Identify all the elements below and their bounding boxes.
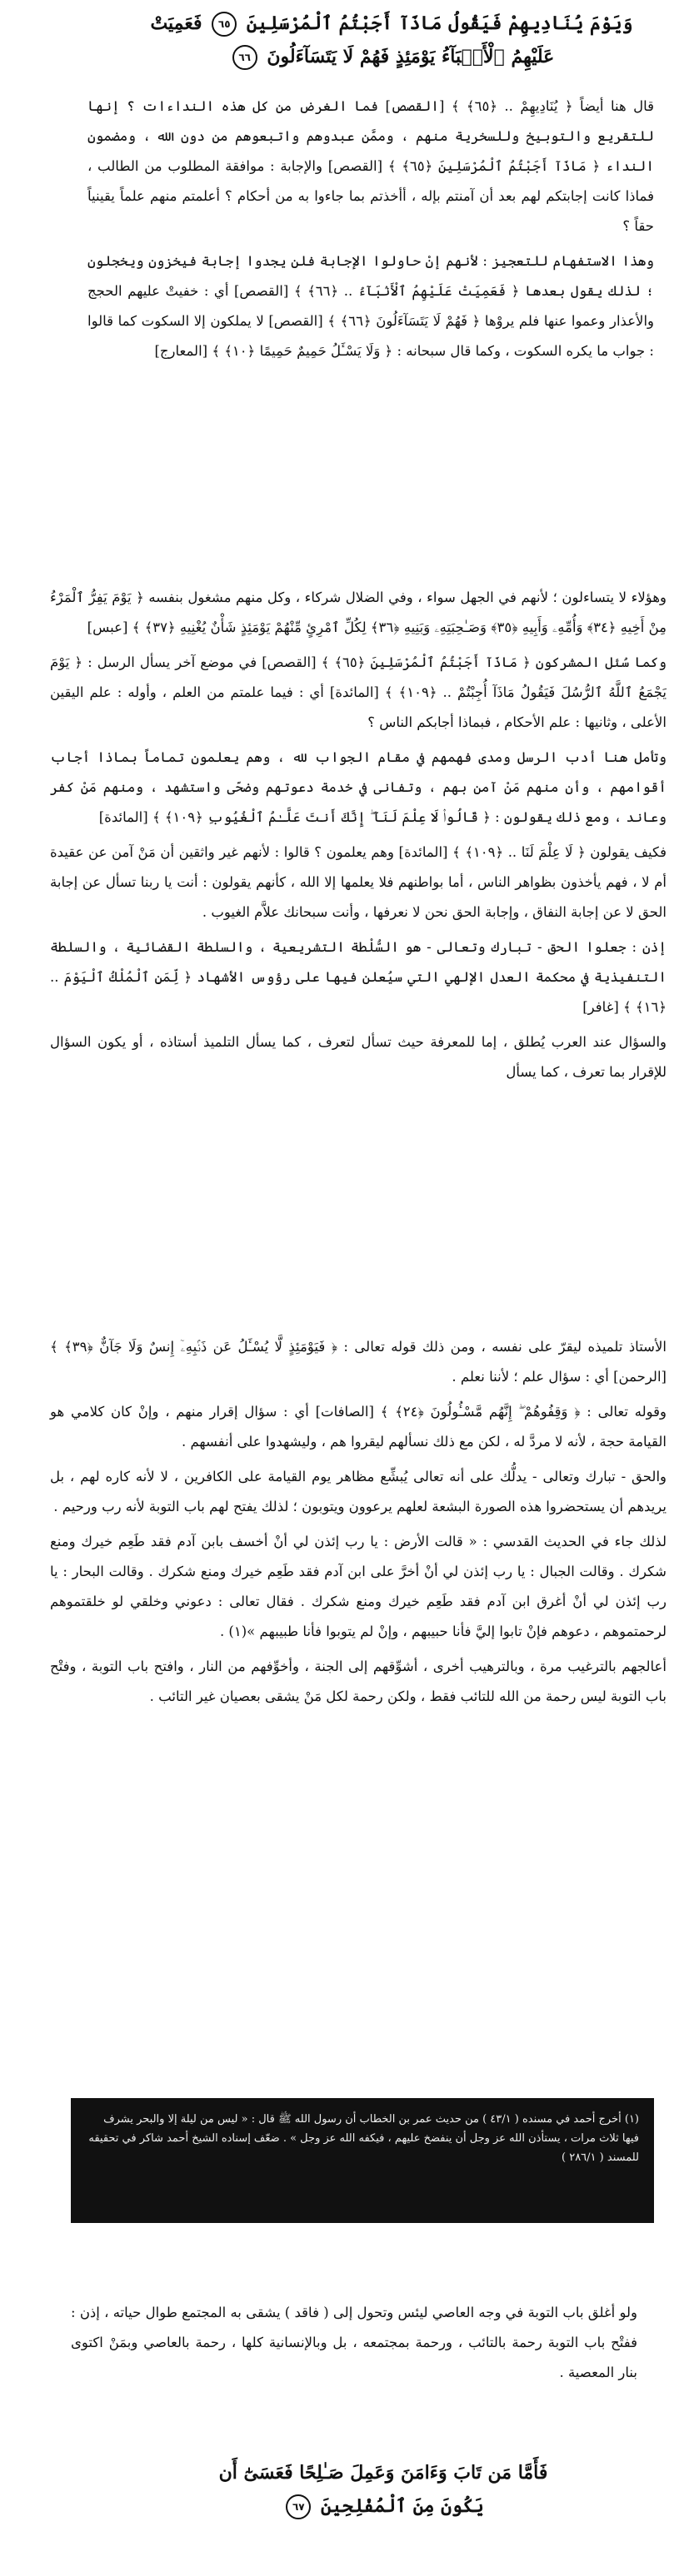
page-section-3: [50, 1332, 667, 2081]
paragraph: قال هنا أيضاً ﴿ يُنَادِيهِمْ .. ﴿٦٥﴾ ﴾ [القصص] فما الغرض من كل هذه النداءات ؟ إنها للتقريع والتوبيخ وللسخرية منهم ، وممَّن عبدوهم واتبعوهم من دون الله ، ومضمون النداء ﴿ مَاذَآ أَجَبْتُمُ ٱلْمُرْسَلِينَ ﴿٦٥﴾ ﴾ [القصص] والإجابة : موافقة المطلوب من الطالب ، فماذا كانت إجابتكم لهم بعد أن آمنتم بإله ، أأخذتم بما جاءوا به من أحكام ؟ أعلمتم منهم علماً يقينياً حقاً ؟: [87, 98, 654, 234]
paragraph: وهؤلاء لا يتساءلون ؛ لأنهم في الجهل سواء ، وفي الضلال شركاء ، وكل منهم مشغول بنفسه ﴿ يَوْمَ يَفِرُّ ٱلْمَرْءُ مِنْ أَخِيهِ ﴿٣٤﴾ وَأُمِّهِۦ وَأَبِيهِ ﴿٣٥﴾ وَصَـٰحِبَتِهِۦ وَبَنِيهِ ﴿٣٦﴾ لِكُلِّ ٱمْرِئٍ مِّنْهُمْ يَوْمَئِذٍ شَأْنٌ يُغْنِيهِ ﴿٣٧﴾ ﴾ [عبس]: [50, 589, 667, 635]
verse-text: فَعَمِيَتْ: [150, 12, 202, 34]
verse-number-ornament: ٦٦: [232, 45, 257, 70]
verse-text: يَكُونَ مِنَ ٱلْمُفْلِحِينَ: [320, 2495, 484, 2517]
footer-verse-line-2: [167, 2489, 600, 2523]
page-section-2: [50, 583, 667, 1299]
page-section-4: [71, 2298, 637, 2448]
paragraph: والحق - تبارك وتعالى - يدلُّك على أنه تعالى يُبشِّع مظاهر يوم القيامة على الكافرين ، لا لأنه كاره لهم ، بل يريدهم أن يستحضروا هذه الصورة البشعة لعلهم يرعوون ويتوبون ؛ لذلك يفتح لهم باب التوبة لأنه رب ورحيم .: [50, 1469, 667, 1514]
verse-number-ornament: ٦٧: [286, 2494, 311, 2519]
header-verse-line-1: [125, 7, 658, 40]
footnote-text: (١) أخرج أحمد في مسنده ( ٤٣/١ ) من حديث عمر بن الخطاب أن رسول الله ﷺ قال : « ليس من ليلة إلا والبحر يشرف فيها ثلاث مرات ، يستأذن الله عز وجل أن ينفضخ عليهم ، فيكفه الله عز وجل » . ضعّف إسناده الشيخ أحمد شاكر في تحقيقه للمسند ( ٢٨٦/١ ): [88, 2113, 639, 2164]
page-section-1: [87, 92, 654, 566]
footer-verse: [167, 2456, 600, 2523]
paragraph: ولو أغلق باب التوبة في وجه العاصي ليئس وتحول إلى ( فاقد ) يشقى به المجتمع طوال حياته ، إذن : ففتْح باب التوبة رحمة بالتائب ، ورحمة بمجتمعه ، بل وبالإنسانية كلها ، رحمة بالعاصي وبمَنْ اكتوى بنار المعصية .: [71, 2305, 637, 2380]
paragraph: فكيف يقولون ﴿ لَا عِلْمَ لَنَا .. ﴿١٠٩﴾ ﴾ [المائدة] وهم يعلمون ؟ قالوا : لأنهم غير واثقين أن مَنْ آمن عن عقيدة أم لا ، فهم يأخذون بظواهر الناس ، أما بواطنهم فلا يعلمها إلا الله ، كأنهم يقولون : أنت يا ربنا تسأل عن إجابة الحق لا عن إجابة النفاق ، وإجابة الحق نحن لا نعرفها ، وأنت سبحانك علاَّم الغيوب .: [50, 844, 667, 920]
verse-number-ornament: ٦٥: [212, 12, 237, 37]
paragraph: وقوله تعالى : ﴿ وَقِفُوهُمْ ۖ إِنَّهُم مَّسْـُٔولُونَ ﴿٢٤﴾ ﴾ [الصافات] أي : سؤال إقرار منهم ، وإنْ كان كلامي هو القيامة حجة ، لأنه لا مردَّ له ، لكن مع ذلك نسألهم ليقروا هم ، وليشهدوا على أنفسهم .: [50, 1404, 667, 1450]
footnote-box: [71, 2098, 654, 2223]
footer-verse-line-1: فَأَمَّا مَن تَابَ وَءَامَنَ وَعَمِلَ صَـٰلِحًا فَعَسَىٰٓ أَن: [218, 2462, 548, 2484]
paragraph: وكما سُئل المشركون ﴿ مَاذَآ أَجَبْتُمُ ٱلْمُرْسَلِينَ ﴿٦٥﴾ ﴾ [القصص] في موضع آخر يسأل الرسل : ﴿ يَوْمَ يَجْمَعُ ٱللَّهُ ٱلرُّسُلَ فَيَقُولُ مَاذَآ أُجِبْتُمْ .. ﴿١٠٩﴾ ﴾ [المائدة] أي : فيما علمتم من العلم ، وأوله : علم اليقين الأعلى ، وثانيها : علم الأحكام ، فبماذا أجابكم الناس ؟: [50, 654, 667, 730]
paragraph: والسؤال عند العرب يُطلق ، إما للمعرفة حيث تسأل لتعرف ، كما يسأل التلميذ أستاذه ، أو يكون السؤال للإقرار بما تعرف ، كما يسأل: [50, 1034, 667, 1080]
paragraph: الأستاذ تلميذه ليقرّ على نفسه ، ومن ذلك قوله تعالى : ﴿ فَيَوْمَئِذٍ لَّا يُسْـَٔلُ عَن ذَنۢبِهِۦٓ إِنسٌ وَلَا جَآنٌّ ﴿٣٩﴾ ﴾ [الرحمن] أي : سؤال علم ؛ لأننا نعلم .: [50, 1339, 667, 1385]
verse-text: وَيَوْمَ يُنَادِيهِمْ فَيَقُولُ مَاذَآ أَجَبْتُمُ ٱلْمُرْسَلِينَ: [246, 12, 633, 34]
paragraph: إذن : جعلوا الحق - تبارك وتعالى - هو السُّلْطة التشريعية ، والسلطة القضائية ، والسلطة التنفيذية في محكمة العدل الإلهي التي سيُعلن فيها على رؤوس الأشهاد ﴿ لِّمَنِ ٱلْمُلْكُ ٱلْيَوْمَ .. ﴿١٦﴾ ﴾ [غافر]: [50, 939, 667, 1015]
paragraph: لذلك جاء في الحديث القدسي : « قالت الأرض : يا رب إئذن لي أنْ أخسف بابن آدم فقد طَعِم خيرك ومنع شكرك . وقالت الجبال : يا رب إئذن لي أنْ أخرَّ على ابن آدم فقد طَعِم خيرك ومنع شكرك . وقالت البحار : يا رب إئذن لي أنْ أغرق ابن آدم فقد طَعِم خيرك ومنع شكرك . فقال تعالى : دعوني وخلقي لو خلقتموهم لرحمتموهم ، دعوهم فإنْ تابوا إليَّ فأنا حبيبهم ، وإنْ لم يتوبوا فأنا طبيبهم »(١) .: [50, 1534, 667, 1639]
header-verse: [125, 7, 658, 73]
paragraph: وتأمل هنا أدب الرسل ومدى فهمهم في مقام الجواب لله ، وهم يعلمون تماماً بماذا أجاب أقوامهم ، وأن منهم مَنْ آمن بهم ، وتفانى في خدمة دعوتهم وضحّى واستشهد ، ومنهم مَنْ كفر وعاند ، ومع ذلك يقولون : ﴿ قَالُوا۟ لَا عِلْمَ لَنَآ ۖ إِنَّكَ أَنتَ عَلَّـٰمُ ٱلْغُيُوبِ ﴿١٠٩﴾ ﴾ [المائدة]: [50, 749, 667, 825]
header-verse-line-2: [125, 40, 658, 73]
verse-text: عَلَيْهِمُ ٱلْأَنۢبَآءُ يَوْمَئِذٍ فَهُمْ لَا يَتَسَآءَلُونَ: [267, 46, 555, 67]
paragraph: وهذا الاستفهام للتعجيز : لأنهم إنْ حاولوا الإجابة فلن يجدوا إجابة فيخزون ويخجلون ؛ لذلك يقول بعدها ﴿ فَعَمِيَتْ عَلَيْهِمُ ٱلْأَنۢبَآءُ .. ﴿٦٦﴾ ﴾ [القصص] أي : خفيتْ عليهم الحجج والأعذار وعموا عنها فلم يروْها ﴿ فَهُمْ لَا يَتَسَآءَلُونَ ﴿٦٦﴾ ﴾ [القصص] لا يملكون إلا السكوت كما قالوا : جواب ما يكره السكوت ، وكما قال سبحانه : ﴿ وَلَا يَسْـَٔلُ حَمِيمٌ حَمِيمًا ﴿١٠﴾ ﴾ [المعارج]: [87, 253, 655, 359]
paragraph: أعالجهم بالترغيب مرة ، وبالترهيب أخرى ، أشوِّقهم إلى الجنة ، وأخوِّفهم من النار ، وافتح باب التوبة ، وفتْح باب التوبة ليس رحمة من الله للتائب فقط ، ولكن رحمة لكل مَنْ يشقى بعصيان غير التائب .: [50, 1658, 667, 1704]
